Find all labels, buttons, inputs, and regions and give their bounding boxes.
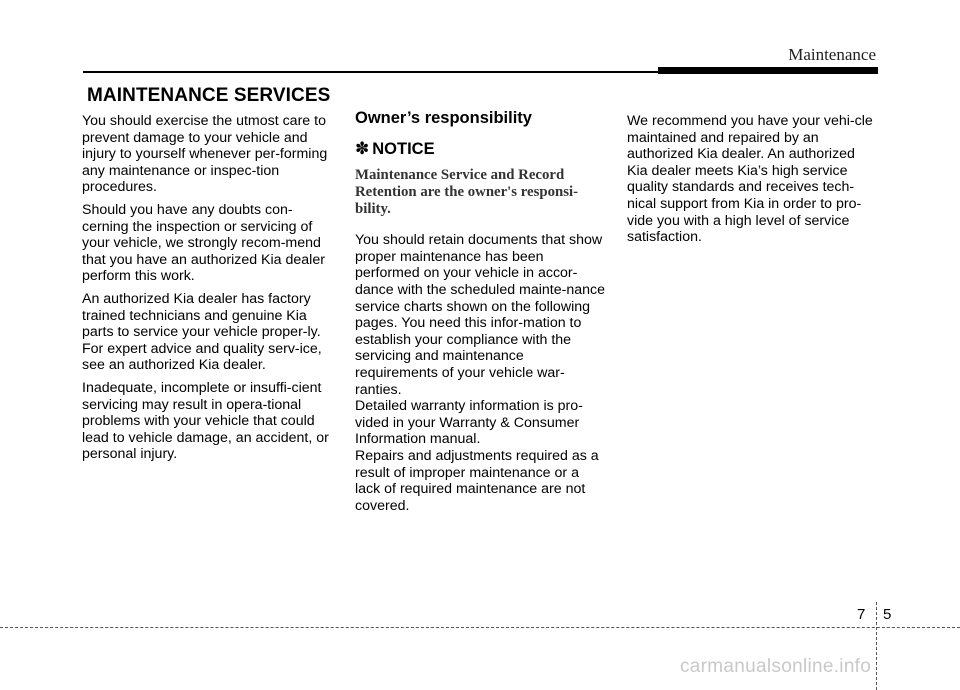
- column-left: [82, 113, 334, 469]
- paragraph: Detailed warranty information is pro-vided in your Warranty & Consumer Information manual.: [355, 398, 583, 448]
- notice-label: NOTICE: [372, 139, 435, 158]
- paragraph: You should retain documents that show proper maintenance has been performed on your vehicle in accor-dance with the scheduled mainte-nance service charts shown on the following pages. You need this infor-mation to establish your compliance with the servicing and maintenance requirements of your vehicle war-ranties.: [355, 232, 606, 398]
- section-title: MAINTENANCE SERVICES: [87, 85, 331, 106]
- running-header: Maintenance: [788, 45, 876, 64]
- footer-dashed-rule: [0, 627, 960, 628]
- paragraph: Should you have any doubts con-cerning the inspection or servicing of your vehicle, we strongly recom-mend that you have an authorized Kia dealer perform this work.: [82, 201, 325, 285]
- notice-heading: [355, 138, 607, 158]
- header-rule-bar: [658, 67, 878, 74]
- header-rule: [83, 71, 658, 73]
- column-right: [627, 113, 879, 252]
- notice-asterisk-icon: ✽: [355, 138, 370, 158]
- column-middle: [355, 110, 607, 514]
- paragraph: Repairs and adjustments required as a result of improper maintenance or a lack of required maintenance are not covered.: [355, 447, 599, 514]
- paragraph: You should exercise the utmost care to prevent damage to your vehicle and injury to yourself whenever per-forming any maintenance or inspec-tion procedures.: [82, 113, 328, 196]
- paragraph: Inadequate, incomplete or insuffi-cient servicing may result in opera-tional problems with your vehicle that could lead to vehicle damage, an accident, or personal injury.: [82, 379, 329, 463]
- footer-dashed-divider: [876, 602, 877, 690]
- chapter-number: 7: [857, 606, 866, 623]
- subsection-heading: Owner’s responsibility: [355, 109, 532, 127]
- paragraph: An authorized Kia dealer has factory trained technicians and genuine Kia parts to service your vehicle proper-ly. For expert advice and quality serv-ice, see an authorized Kia dealer.: [82, 290, 322, 374]
- watermark-text: carmanualsonline.info: [680, 656, 872, 677]
- page-number: 5: [883, 606, 892, 623]
- notice-body: Maintenance Service and Record Retention are the owner's responsi-bility.: [355, 167, 579, 218]
- paragraph: We recommend you have your vehi-cle maintained and repaired by an authorized Kia dealer. An authorized Kia dealer meets Kia’s high service quality standards and receives tech-nical support from Kia in order to pro-vide you with a high level of service satisfaction.: [627, 113, 873, 246]
